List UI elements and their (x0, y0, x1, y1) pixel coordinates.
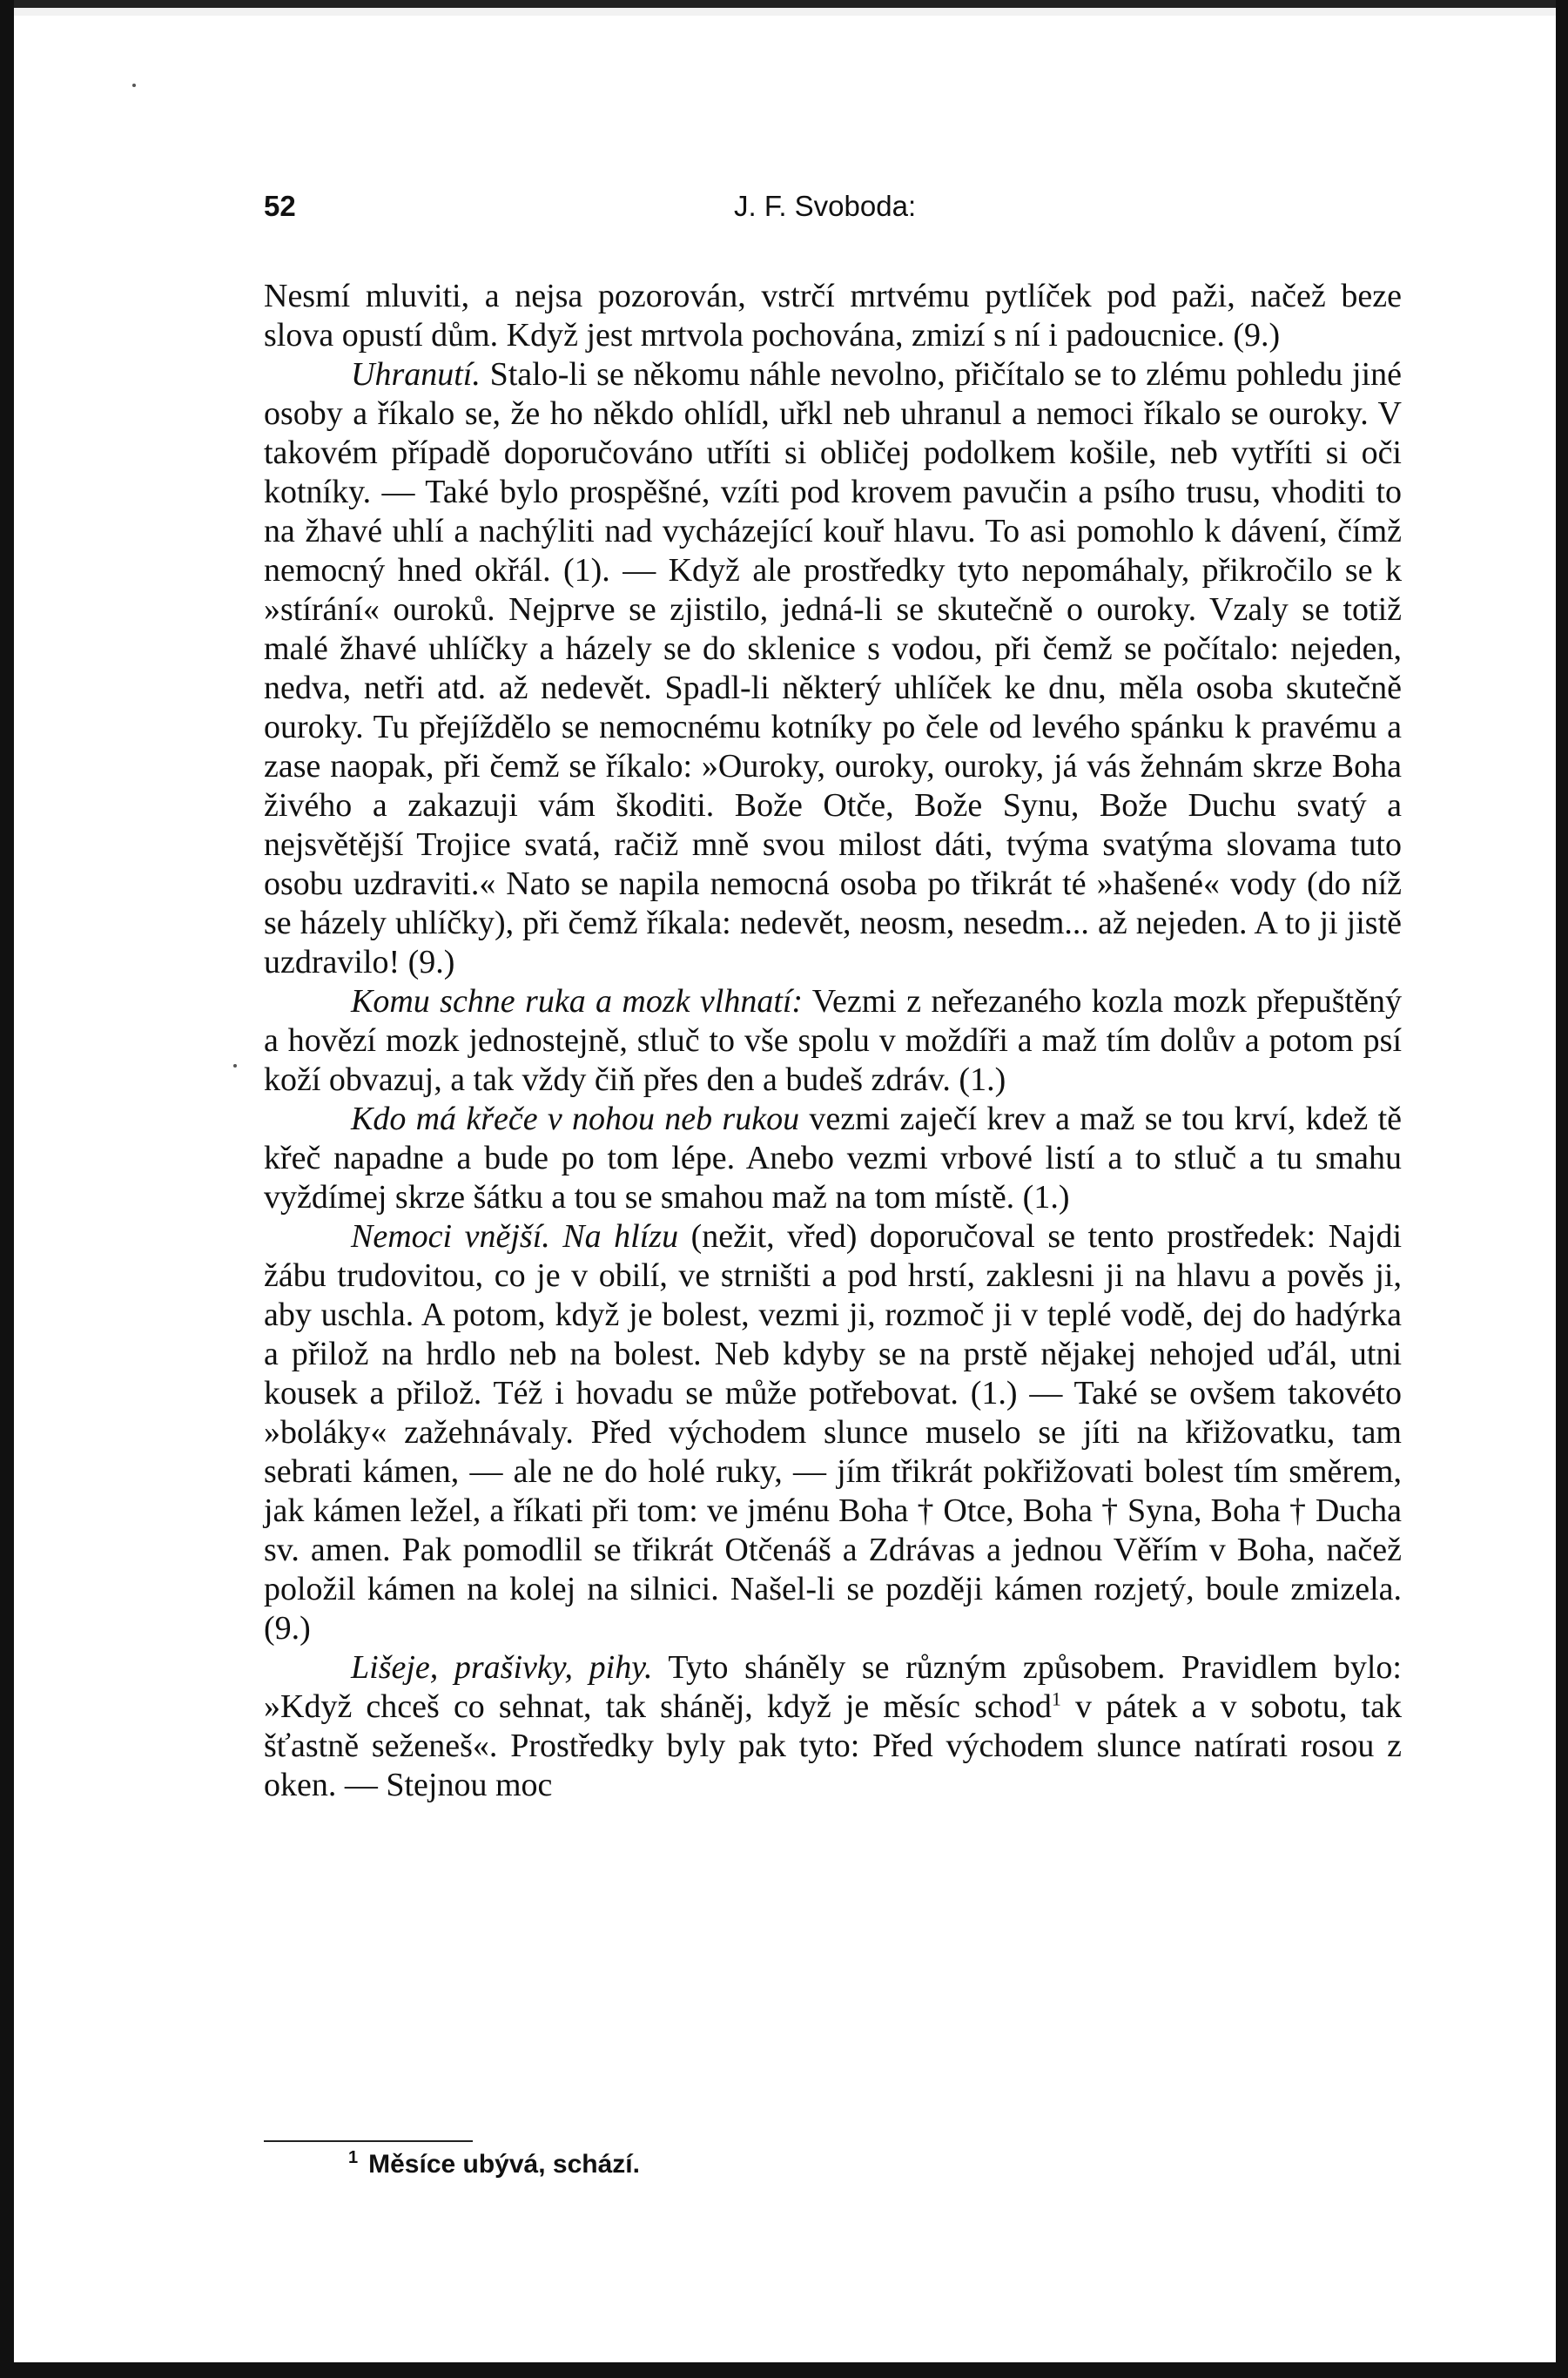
footnote (348, 2147, 1306, 2182)
scan-border-left (0, 0, 14, 2378)
term-nemoci-vnejsi: Nemoci vnější. Na hlízu (351, 1218, 679, 1255)
paragraph-1-text: Nesmí mluviti, a nejsa pozorován, vstrčí mrtvému pytlíček pod paži, načež beze slova opustí dům. Když jest mrtvola pochována, zmizí s ní i padoucnice. (9.) (264, 278, 1402, 354)
term-uhranuti: Uhranutí. (351, 356, 481, 393)
paragraph-ruka-mozk (264, 982, 1402, 1100)
paragraph-uhranuti (264, 355, 1402, 982)
footnote-mark: 1 (348, 2148, 359, 2167)
footnote-reference: 1 (1051, 1688, 1061, 1710)
paragraph-ruka-mozk-text: Vezmi z neřezaného kozla mozk přepuštěný a hovězí mozk jednostejně, stluč to vše spolu v moždíři a maž tím dolův a potom psí koží obvazuj, a tak vždy čiň přes den a budeš zdráv. (1.) (264, 983, 1402, 1098)
paragraph-liseje (264, 1648, 1402, 1805)
body-text (264, 277, 1402, 1805)
scan-border-top (0, 0, 1568, 16)
paragraph-1 (264, 277, 1402, 355)
paragraph-liseje-text-b: v pátek a v sobotu, tak šťastně seženeš«. Prostředky byly pak tyto: Před východem slunce natírati rosou z oken. — Stejnou moc (264, 1688, 1402, 1803)
running-head: J. F. Svoboda: (734, 190, 917, 222)
scan-speck (233, 1064, 237, 1068)
paragraph-nemoci-vnejsi-text: (nežit, vřed) doporučoval se tento prostředek: Najdi žábu trudovitou, co je v obilí, ve strništi a pod hrstí, zaklesni ji na hlavu a pověs ji, aby uschla. A potom, když je bolest, vezmi ji, rozmoč ji v teplé vodě, dej do hadýrka a přilož na hrdlo neb na bolest. Neb kdyby se na prstě nějakej nehojed uďál, utni kousek a přilož. Též i hovadu se může potřebovat. (1.) — Také se ovšem takovéto »boláky« zažehnávaly. Před východem slunce muselo se jíti na křižovatku, tam sebrati kámen, — ale ne do holé ruky, — jím třikrát pokřižovati bolest tím směrem, jak kámen ležel, a říkati při tom: ve jménu Boha † Otce, Boha † Syna, Boha † Ducha sv. amen. Pak pomodlil se třikrát Otčenáš a Zdrávas a jednou Věřím v Boha, načež položil kámen na kolej na silnici. Našel-li se později kámen rozjetý, boule zmizela. (9.) (264, 1218, 1403, 1647)
term-liseje: Lišeje, prašivky, pihy. (351, 1649, 653, 1686)
scan-border-right (1556, 0, 1568, 2378)
term-krece: Kdo má křeče v nohou neb rukou (351, 1101, 800, 1137)
scan-speck (132, 84, 136, 87)
page-number: 52 (264, 190, 296, 222)
paragraph-krece-text: vezmi zaječí krev a maž se tou krví, kdež tě křeč napadne a bude po tom lépe. Anebo vezmi vrbové listí a to stluč a tu smahu vyždímej skrze šátku a tou se smahou maž na tom místě. (1.) (264, 1101, 1402, 1216)
paragraph-uhranuti-text: Stalo-li se někomu náhle nevolno, přičítalo se to zlému pohledu jiné osoby a říkalo se, že ho někdo ohlídl, uřkl neb uhranul a nemoci říkalo se ouroky. V takovém případě doporučováno utříti si obličej podolkem košile, neb vytříti si oči kotníky. — Také bylo prospěšné, vzíti pod krovem pavučin a psího trusu, vhoditi to na žhavé uhlí a nachýliti nad vycházející kouř hlavu. To asi pomohlo k dávení, čímž nemocný hned okřál. (1). — Když ale prostředky tyto nepomáhaly, přikročilo se k »stírání« ouroků. Nejprve se zjistilo, jedná-li se skutečně o ouroky. Vzaly se totiž malé žhavé uhlíčky a házely se do sklenice s vodou, při čemž se počítalo: nejeden, nedva, netři atd. až nedevět. Spadl-li některý uhlíček ke dnu, měla osoba skutečně ouroky. Tu přejíždělo se nemocnému kotníky po čele od levého spánku k pravému a zase naopak, při čemž se říkalo: »Ouroky, ouroky, ouroky, já vás žehnám skrze Boha živého a zakazuji vám škoditi. Bože Otče, Bože Synu, Bože Duchu svatý a nejsvětější Trojice svatá, račiž mně svou milost dáti, tvýma svatýma slovama tuto osobu uzdraviti.« Nato se napila nemocná osoba po třikrát té »hašené« vody (do níž se házely uhlíčky), při čemž říkala: nedevět, neosm, nesedm... až nejeden. A to ji jistě uzdravilo! (9.) (264, 356, 1402, 980)
footnote-text: Měsíce ubývá, schází. (368, 2150, 640, 2179)
page-header (264, 190, 1402, 233)
paragraph-liseje-text-a: Tyto sháněly se různým způsobem. Pravidlem bylo: »Když chceš co sehnat, tak sháněj, když je měsíc schod (264, 1649, 1402, 1725)
scan-border-bottom (0, 2362, 1568, 2378)
footnote-divider (264, 2140, 473, 2142)
paragraph-nemoci-vnejsi (264, 1217, 1402, 1648)
term-ruka-mozk: Komu schne ruka a mozk vlhnatí: (351, 983, 804, 1020)
paragraph-krece (264, 1100, 1402, 1217)
